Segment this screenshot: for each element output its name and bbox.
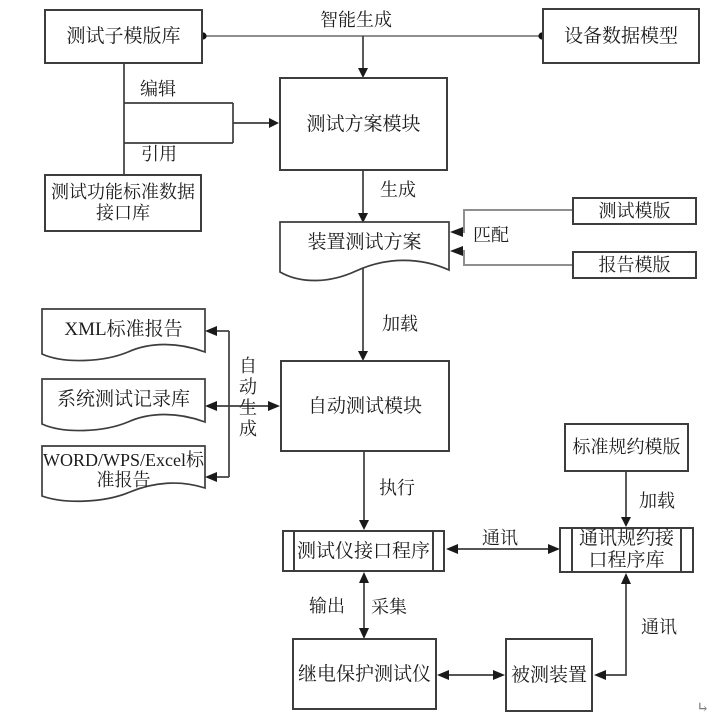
node-device-under-test: [505, 638, 593, 712]
arrowhead-match-report-template: [450, 246, 463, 256]
edge-label-collect: 采集: [371, 597, 407, 617]
node-label: 测试模版: [598, 200, 671, 221]
node-auto-test-module: [280, 360, 450, 452]
node-test-sub-template-lib: [44, 9, 203, 64]
node-label: 装置测试方案: [307, 232, 422, 253]
node-relay-protection-tester: [292, 638, 437, 710]
node-label-line1: 通讯规约接: [578, 528, 674, 549]
node-system-test-record-lib: [42, 379, 205, 421]
arrowhead-tester-left: [437, 670, 449, 680]
paragraph-return-mark: ↵: [696, 700, 710, 717]
arrowhead-comm-to-dut: [594, 670, 606, 680]
node-word-std-report: [42, 448, 205, 492]
arrowhead-load-protocol: [621, 517, 631, 527]
arrowhead-to-auto-module: [268, 401, 280, 411]
node-label: 标准规约模版: [572, 437, 681, 457]
arrowhead-to-xml-report: [205, 326, 217, 336]
node-label: 报告模版: [598, 254, 671, 275]
arrowhead-output-up: [359, 572, 369, 583]
arrowhead-to-word-report: [205, 472, 217, 482]
node-label-line2: 口程序库: [588, 550, 665, 571]
edge-label-comm-tester: 通讯: [482, 528, 518, 548]
arrowhead-edit-ref-to-module: [269, 118, 279, 128]
arrowhead-match-test-template: [450, 227, 463, 237]
edge-label-reference: 引用: [141, 144, 177, 164]
node-report-template: [572, 251, 697, 279]
arrowhead-comm-left: [446, 544, 458, 554]
node-label: 设备数据模型: [563, 25, 678, 47]
arrowhead-dut-right: [493, 670, 505, 680]
node-label-line1: 测试功能标准数据: [51, 182, 195, 202]
arrowhead-execute: [359, 520, 369, 530]
predefined-process-bar-left: [571, 529, 573, 571]
predefined-process-bar-right: [432, 532, 434, 570]
node-comm-protocol-interface-lib: [559, 527, 694, 573]
edge-label-output: 输出: [309, 596, 345, 616]
node-test-plan-module: [279, 77, 448, 171]
node-tester-interface-program: [282, 530, 445, 572]
node-label: 自动测试模块: [307, 395, 422, 417]
node-label: 测试子模版库: [66, 26, 181, 47]
predefined-process-bar-left: [293, 532, 295, 570]
edge-label-load-protocol: 加载: [639, 491, 675, 511]
edge-label-match: 匹配: [473, 225, 509, 245]
predefined-process-bar-right: [680, 529, 682, 571]
edge-label-auto-generate: 自动生成: [239, 356, 257, 439]
edge-label-execute: 执行: [379, 478, 415, 498]
edge-label-load-plan: 加载: [382, 314, 418, 334]
node-test-function-std-interface-lib: [44, 174, 202, 232]
node-label-line1: WORD/WPS/Excel标: [43, 450, 204, 470]
arrowhead-comm-to-lib: [621, 573, 631, 584]
node-label: 测试方案模块: [306, 113, 421, 135]
node-label: 系统测试记录库: [56, 389, 190, 410]
node-std-protocol-template: [564, 423, 689, 472]
node-label: 被测装置: [510, 664, 587, 686]
node-label: 继电保护测试仪: [297, 663, 431, 685]
node-label: 测试仪接口程序: [296, 540, 430, 562]
edge-label-smart-generate: 智能生成: [320, 10, 392, 30]
node-xml-std-report: [42, 309, 205, 351]
edge-label-generate: 生成: [380, 180, 416, 200]
node-test-template: [572, 197, 697, 225]
node-label: XML标准报告: [64, 319, 183, 340]
node-device-data-model: [542, 8, 700, 64]
node-label-line2: 准报告: [96, 470, 151, 490]
arrowhead-to-record-lib: [205, 401, 217, 411]
node-label-line2: 接口库: [96, 203, 150, 223]
edge-label-edit: 编辑: [140, 79, 176, 99]
edge-label-comm-device: 通讯: [641, 617, 677, 637]
node-device-test-plan: [280, 224, 449, 262]
